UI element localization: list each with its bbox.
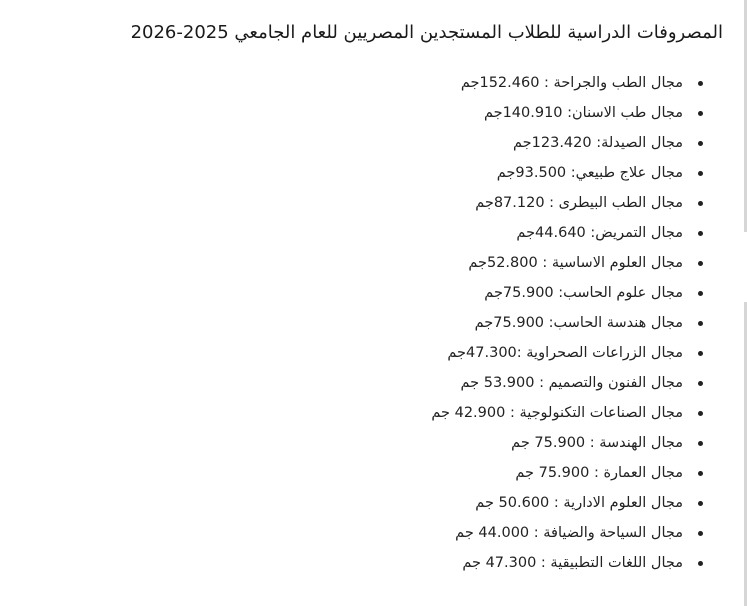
fees-list [431, 68, 703, 578]
list-item [431, 278, 703, 308]
list-item-text: مجال الفنون والتصميم : 53.900 جم [460, 375, 683, 391]
list-item-text: مجال طب الاسنان: 140.910جم [483, 105, 683, 121]
list-item [431, 308, 703, 338]
list-item-text: مجال الهندسة : 75.900 جم [511, 435, 683, 451]
list-item-text: مجال الطب البيطرى : 87.120جم [475, 195, 683, 211]
bullet-icon [698, 501, 703, 506]
list-item-text: مجال الصيدلة: 123.420جم [513, 135, 683, 151]
bullet-icon [698, 531, 703, 536]
bullet-icon [698, 381, 703, 386]
list-item [431, 398, 703, 428]
list-item [431, 518, 703, 548]
bullet-icon [698, 471, 703, 476]
list-item-text: مجال علوم الحاسب: 75.900جم [484, 285, 683, 301]
list-item [431, 458, 703, 488]
list-item [431, 488, 703, 518]
list-item [431, 68, 703, 98]
page-title: المصروفات الدراسية للطلاب المستجدين المصريين للعام الجامعي 2025-2026 [130, 22, 723, 43]
list-item [431, 428, 703, 458]
bullet-icon [698, 81, 703, 86]
bullet-icon [698, 261, 703, 266]
list-item [431, 248, 703, 278]
list-item [431, 218, 703, 248]
bullet-icon [698, 201, 703, 206]
bullet-icon [698, 351, 703, 356]
list-item [431, 338, 703, 368]
bullet-icon [698, 141, 703, 146]
bullet-icon [698, 441, 703, 446]
list-item-text: مجال العلوم الاساسية : 52.800جم [468, 255, 683, 271]
list-item [431, 158, 703, 188]
bullet-icon [698, 561, 703, 566]
list-item [431, 128, 703, 158]
list-item [431, 98, 703, 128]
list-item-text: مجال العلوم الادارية : 50.600 جم [475, 495, 683, 511]
list-item [431, 548, 703, 578]
bullet-icon [698, 111, 703, 116]
list-item-text: مجال الزراعات الصحراوية :47.300جم [447, 345, 683, 361]
bullet-icon [698, 411, 703, 416]
list-item-text: مجال العمارة : 75.900 جم [515, 465, 683, 481]
list-item-text: مجال علاج طبيعي: 93.500جم [496, 165, 683, 181]
list-item [431, 368, 703, 398]
list-item [431, 188, 703, 218]
list-item-text: مجال السياحة والضيافة : 44.000 جم [455, 525, 683, 541]
bullet-icon [698, 171, 703, 176]
list-item-text: مجال الطب والجراحة : 152.460جم [460, 75, 683, 91]
list-item-text: مجال اللغات التطبيقية : 47.300 جم [462, 555, 683, 571]
bullet-icon [698, 231, 703, 236]
bullet-icon [698, 321, 703, 326]
list-item-text: مجال هندسة الحاسب: 75.900جم [474, 315, 683, 331]
list-item-text: مجال الصناعات التكنولوجية : 42.900 جم [431, 405, 683, 421]
list-item-text: مجال التمريض: 44.640جم [516, 225, 683, 241]
bullet-icon [698, 291, 703, 296]
